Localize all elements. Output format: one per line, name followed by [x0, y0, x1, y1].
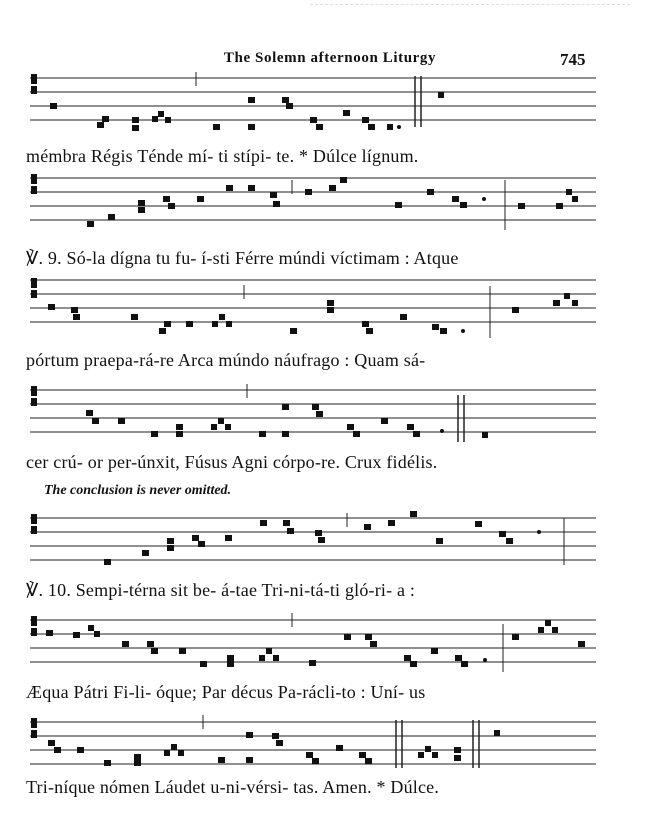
scan-edge-line: [310, 4, 630, 5]
lyric-line-2: ℣. 9. Só-la dígna tu fu- í-sti Férre múndi víctimam : Atque: [26, 248, 459, 268]
rubric-note: The conclusion is never omitted.: [44, 483, 232, 498]
lyric-line-7: Tri-níque nómen Láudet u-ni-vérsi- tas. Amen. * Dúlce.: [26, 777, 440, 797]
lyric-line-3: pórtum praepa-rá-re Arca múndo náufrago : Quam sá-: [26, 350, 426, 370]
page-header-title: The Solemn afternoon Liturgy: [223, 50, 437, 66]
lyric-line-4: cer crú- or per-únxit, Fúsus Agni córpo-re. Crux fidélis.: [26, 452, 438, 472]
page-number: 745: [560, 50, 586, 69]
lyric-line-6: Æqua Pátri Fi-li- óque; Par décus Pa-rácli-to : Uní- us: [26, 682, 426, 702]
lyric-line-1: mémbra Régis Ténde mí- ti stípi- te. * Dúlce lígnum.: [26, 146, 419, 166]
lyric-line-5: ℣. 10. Sempi-térna sit be- á-tae Tri-ni-tá-ti gló-ri- a :: [26, 580, 416, 600]
